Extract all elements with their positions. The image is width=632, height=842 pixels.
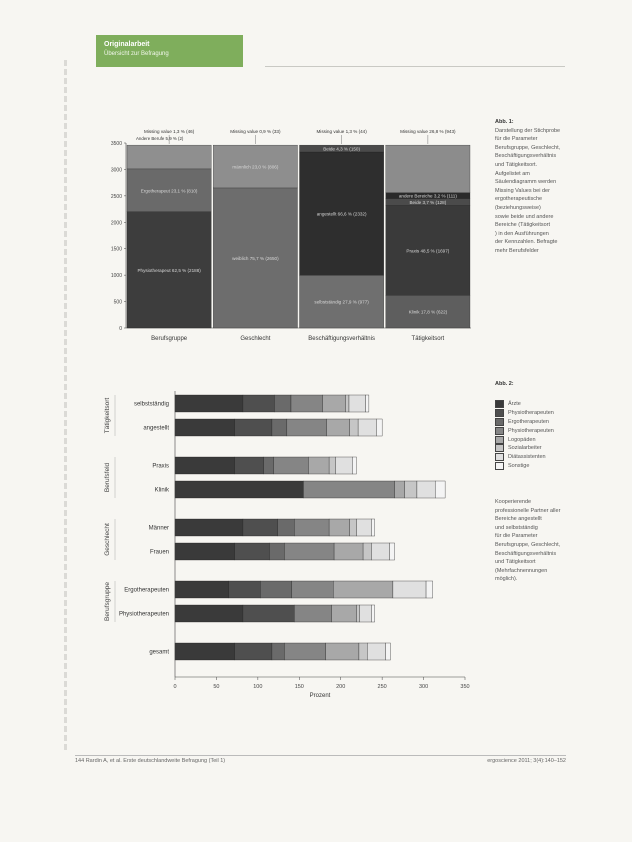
figure-1-line-8: ergotherapeutische (495, 196, 543, 203)
legend-swatch (495, 400, 504, 408)
segment-label: männlich 23,0 % (806) (232, 164, 279, 170)
bar-segment (308, 457, 329, 474)
figure-2-line-0: Kooperierende (495, 499, 532, 505)
missing-value-label: Missing value 0,9 % (33) (230, 129, 281, 134)
y-tick-label: 3500 (110, 141, 122, 147)
legend-swatch (495, 409, 504, 417)
bar-segment (350, 519, 357, 536)
bar-segment (363, 543, 371, 560)
bar-segment (393, 581, 426, 598)
figure-1-line-3: Beschäftigungsverhältnis (495, 153, 557, 160)
legend-swatch (495, 462, 504, 470)
bar-segment (291, 395, 322, 412)
bar-segment (235, 643, 272, 660)
section-subtitle: Übersicht zur Befragung (104, 51, 169, 57)
row-label: Klinik (154, 487, 169, 494)
row-label: Praxis (152, 463, 169, 470)
x-tick-label: 350 (460, 684, 470, 690)
segment-label: angestellt 66,6 % (2332) (316, 211, 367, 217)
legend-item (495, 462, 554, 471)
legend-swatch (495, 444, 504, 452)
bar-segment (350, 419, 358, 436)
bar-segment (175, 581, 229, 598)
footer-journal: ergoscience 2011; 3(4):140–152 (487, 758, 566, 764)
bar-segment (336, 457, 353, 474)
bar-segment (435, 481, 445, 498)
x-axis-title: Prozent (309, 693, 331, 699)
bar-segment (385, 643, 390, 660)
bar-segment (294, 605, 331, 622)
x-tick-label: Berufsgruppe (151, 336, 188, 342)
header-rule (265, 66, 565, 67)
segment-label: Klinik 17,8 % (622) (408, 309, 448, 315)
figure-1-line-2: Berufsgruppe, Geschlecht, (495, 144, 561, 151)
figure-2-caption-title (495, 380, 580, 389)
row-label: gesamt (149, 649, 169, 656)
row-label: Frauen (149, 549, 169, 556)
row-label: Physiotherapeuten (118, 611, 169, 618)
bar-segment (349, 395, 366, 412)
legend-item (495, 409, 554, 418)
bar-segment (371, 543, 389, 560)
x-tick-label: Geschlecht (240, 336, 271, 342)
figure-2-line-9: möglich). (495, 576, 518, 583)
bar-segment (235, 419, 272, 436)
bar-segment (272, 643, 284, 660)
bar-segment (292, 581, 333, 598)
figure-2-line-8: (Mehrfachnennungen (495, 567, 548, 574)
bar-segment (386, 145, 470, 193)
bar-segment (175, 481, 303, 498)
figure-2-line-3: und selbstständig (495, 524, 538, 531)
segment-label: Beide 3,7 % (128) (409, 199, 447, 205)
legend-item (495, 444, 554, 453)
figure-1-line-13: der Kennzahlen. Befragte (495, 239, 558, 246)
x-tick-label: 100 (253, 684, 263, 690)
segment-label: Praxis 48,5 % (1697) (406, 248, 450, 254)
segment-label: andere Bereiche 3,2 % (111) (398, 193, 457, 199)
bar-segment (264, 457, 274, 474)
bar-segment (278, 519, 295, 536)
group-label: Tätigkeitsort (104, 397, 111, 434)
bar-segment (426, 581, 433, 598)
figure-2-legend (495, 400, 554, 470)
figure-1-line-10: sowie beide und andere (495, 213, 554, 220)
missing-value-label: Missing value 1,3 % (44) (316, 129, 367, 134)
bar-segment (269, 543, 284, 560)
y-tick-label: 1500 (110, 246, 122, 253)
figure-1-line-7: Missing Values bei der (495, 187, 550, 194)
x-tick-label: Tätigkeitsort (411, 336, 445, 342)
legend-swatch (495, 436, 504, 444)
legend-item (495, 435, 554, 444)
bar-segment (329, 519, 350, 536)
legend-item (495, 453, 554, 462)
missing-value-label: Missing value 1,3 % (46) (143, 129, 195, 134)
group-label: Geschlecht (104, 523, 111, 556)
segment-label: weiblich 75,7 % (2650) (232, 255, 279, 261)
legend-label: Ergotherapeuten (508, 418, 549, 425)
y-tick-label: 2500 (110, 193, 122, 200)
figure-1-line-0: Darstellung der Stichprobe (495, 127, 561, 134)
figure-2-line-6: Beschäftigungsverhältnis (495, 550, 557, 557)
bar-segment (284, 643, 325, 660)
bar-segment (294, 519, 329, 536)
figure-2-line-4: für die Parameter (495, 533, 538, 540)
x-tick-label: 200 (336, 684, 346, 690)
figure-1-line-6: Säulendiagramm werden (495, 179, 557, 186)
bar-segment (332, 605, 357, 622)
bar-segment (366, 395, 369, 412)
bar-segment (326, 643, 359, 660)
bar-segment (175, 419, 235, 436)
segment-label: Physiotherapeut 62,5 % (2188) (137, 267, 201, 273)
row-label: Ergotherapeuten (124, 587, 169, 594)
bar-segment (356, 605, 359, 622)
x-tick-label: 0 (173, 684, 177, 690)
legend-label: Sonstige (508, 462, 530, 469)
bar-segment (243, 519, 278, 536)
legend-swatch (495, 418, 504, 426)
legend-swatch (495, 453, 504, 461)
x-tick-label: 150 (294, 684, 304, 690)
legend-item (495, 400, 554, 409)
bar-segment (175, 643, 235, 660)
x-tick-label: 50 (213, 684, 220, 690)
segment-label: selbstständig 27,9 % (977) (314, 299, 369, 305)
bar-segment (356, 519, 371, 536)
row-label: selbstständig (133, 401, 169, 408)
bar-segment (235, 457, 264, 474)
footer-rule (75, 755, 566, 756)
bar-segment (367, 643, 385, 660)
legend-swatch (495, 427, 504, 435)
other-professions-label: Andere Berufe 5,9 % (2) (136, 136, 184, 141)
bar-segment (329, 457, 336, 474)
figure-2-line-5: Berufsgruppe, Geschlecht, (495, 541, 561, 548)
group-label: Berufsfeld (104, 462, 111, 493)
bar-segment (127, 145, 211, 169)
figure-1-stacked-bar-chart (100, 118, 480, 353)
bar-segment (358, 419, 376, 436)
bar-segment (274, 457, 309, 474)
section-title: Originalarbeit (104, 41, 150, 48)
bar-segment (327, 419, 350, 436)
bar-segment (360, 605, 372, 622)
y-tick-label: 2000 (110, 220, 122, 227)
legend-label: Physiotherapeuten (508, 410, 554, 417)
section-header (96, 35, 243, 67)
legend-label: Physiotherapeuten (508, 427, 554, 434)
figure-1-line-5: Aufgelistet am (495, 170, 530, 177)
segment-label: Beide 4,3 % (150) (323, 146, 361, 152)
y-tick-label: 3000 (110, 167, 122, 174)
figure-1-line-12: ) in den Ausführungen (495, 230, 549, 237)
bar-segment (243, 605, 294, 622)
bar-segment (175, 395, 243, 412)
bar-segment (395, 481, 405, 498)
legend-item (495, 426, 554, 435)
figure-1-line-14: mehr Berufsfelder (495, 247, 539, 254)
bar-segment (175, 605, 243, 622)
figure-1-line-9: (beziehungsweise) (495, 204, 541, 211)
y-tick-label: 500 (113, 299, 122, 306)
bar-segment (346, 395, 349, 412)
y-tick-label: 0 (119, 326, 122, 332)
bar-segment (371, 605, 374, 622)
y-tick-label: 1000 (110, 273, 122, 280)
bar-segment (229, 581, 260, 598)
figure-1-line-1: für die Parameter (495, 136, 538, 143)
figure-1-caption (495, 118, 580, 256)
legend-item (495, 418, 554, 427)
bar-segment (274, 395, 291, 412)
bar-segment (272, 419, 287, 436)
figure-2-title: Abb. 2: (495, 381, 514, 387)
bar-segment (303, 481, 394, 498)
bar-segment (175, 457, 235, 474)
legend-label: Ärzte (508, 401, 521, 408)
figure-1-title: Abb. 1: (495, 119, 514, 125)
row-label: angestellt (143, 425, 169, 432)
figure-2-line-2: Bereiche angestellt (495, 516, 542, 523)
figure-2-caption (495, 498, 583, 584)
bar-segment (175, 543, 235, 560)
group-label: Berufsgruppe (104, 581, 111, 622)
legend-label: Diätassistenten (508, 454, 546, 461)
bar-segment (243, 395, 274, 412)
x-tick-label: 250 (377, 684, 387, 690)
margin-binding-strip (62, 60, 70, 750)
footer-citation: 144 Rardin A, et al. Erste deutschlandweite Befragung (Teil 1) (75, 758, 226, 764)
bar-segment (376, 419, 382, 436)
segment-label: Ergotherapeut 23,1 % (810) (140, 188, 198, 194)
bar-segment (260, 581, 291, 598)
bar-segment (417, 481, 435, 498)
figure-2-horizontal-bar-chart (95, 385, 480, 705)
figure-2-line-7: und Tätigkeitsort (495, 559, 536, 566)
x-tick-label: Beschäftigungsverhältnis (308, 336, 375, 342)
bar-segment (175, 519, 243, 536)
bar-segment (352, 457, 356, 474)
bar-segment (333, 581, 393, 598)
legend-label: Sozialarbeiter (508, 445, 542, 452)
bar-segment (287, 419, 327, 436)
bar-segment (322, 395, 345, 412)
figure-1-line-4: und Tätigkeitsort. (495, 161, 538, 168)
figure-1-line-11: Bereiche (Tätigkeitsort (495, 222, 551, 229)
bar-segment (359, 643, 367, 660)
bar-segment (371, 519, 374, 536)
bar-segment (405, 481, 417, 498)
row-label: Männer (148, 525, 169, 532)
legend-label: Logopäden (508, 436, 536, 443)
figure-2-line-1: professionelle Partner aller (495, 507, 561, 514)
bar-segment (334, 543, 363, 560)
bar-segment (390, 543, 395, 560)
missing-value-label: Missing value 26,8 % (943) (400, 129, 456, 134)
bar-segment (235, 543, 270, 560)
bar-segment (284, 543, 334, 560)
x-tick-label: 300 (418, 684, 429, 690)
